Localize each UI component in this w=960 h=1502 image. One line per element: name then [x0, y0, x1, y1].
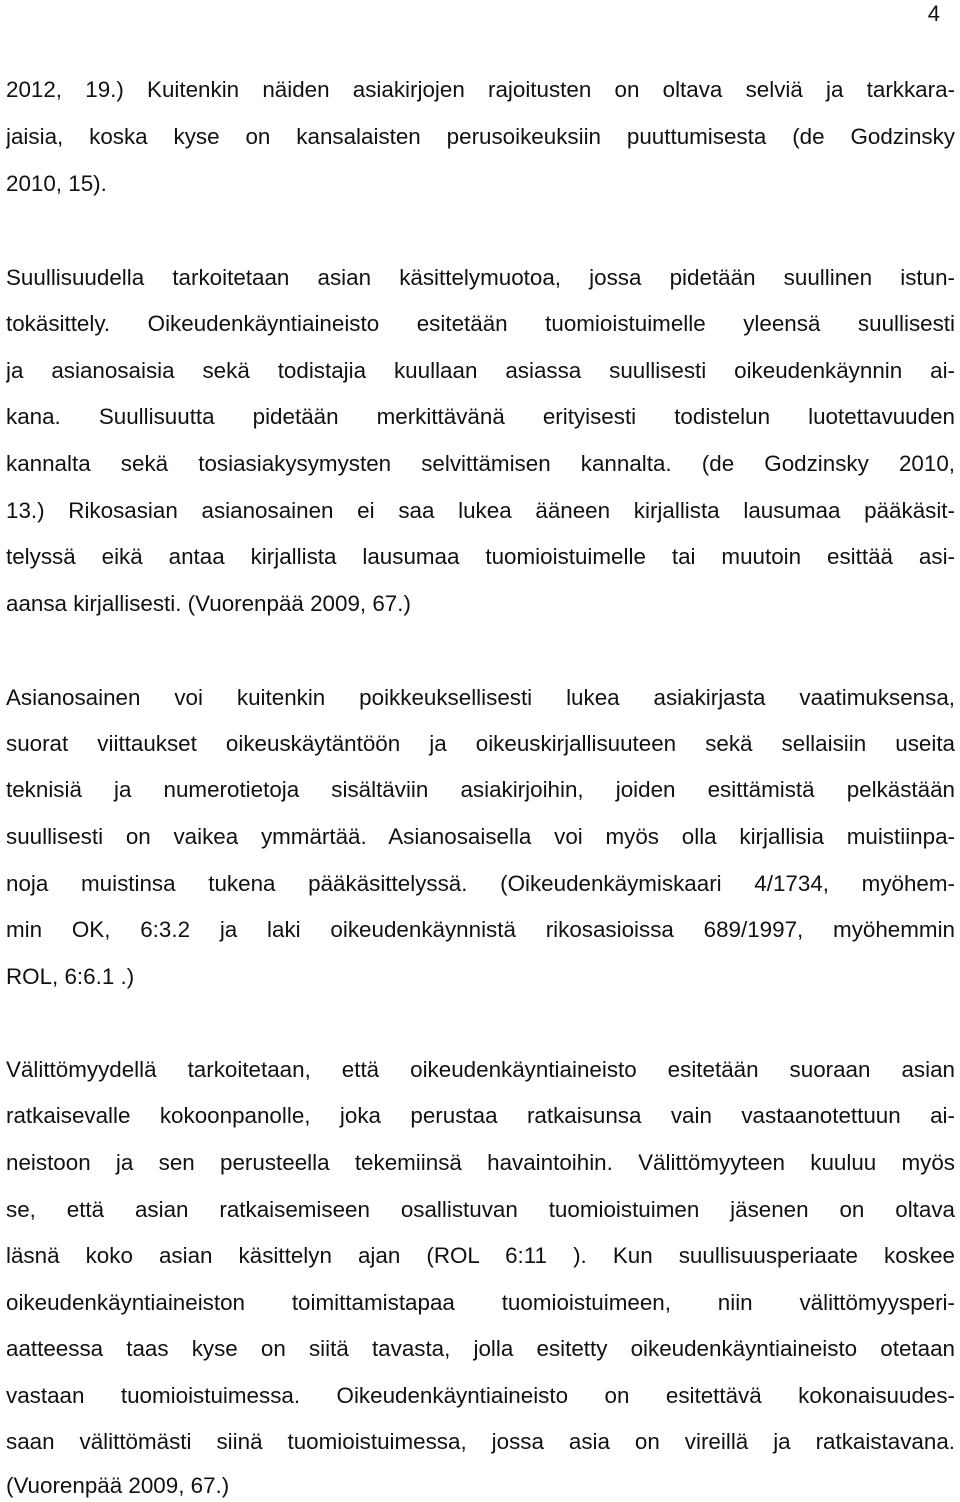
text-line: Asianosainen voi kuitenkin poikkeuksellisesti lukea asiakirjasta vaatimuksensa, — [6, 685, 955, 710]
text-line: 2012, 19.) Kuitenkin näiden asiakirjojen rajoitusten on oltava selviä ja tarkkara- — [6, 77, 955, 102]
text-line: jaisia, koska kyse on kansalaisten perusoikeuksiin puuttumisesta (de Godzinsky — [6, 124, 955, 149]
text-line: aansa kirjallisesti. (Vuorenpää 2009, 67.) — [6, 591, 411, 616]
text-line: kannalta sekä tosiasiakysymysten selvittämisen kannalta. (de Godzinsky 2010, — [6, 451, 955, 476]
text-line: aatteessa taas kyse on siitä tavasta, jolla esitetty oikeudenkäyntiaineisto otetaan — [6, 1336, 955, 1361]
text-line: läsnä koko asian käsittelyn ajan (ROL 6:11 ). Kun suullisuusperiaate koskee — [6, 1243, 955, 1268]
text-line: kana. Suullisuutta pidetään merkittävänä erityisesti todistelun luotettavuuden — [6, 404, 955, 429]
text-line: 13.) Rikosasian asianosainen ei saa lukea ääneen kirjallista lausumaa pääkäsit- — [6, 498, 955, 523]
text-line: noja muistinsa tukena pääkäsittelyssä. (Oikeudenkäymiskaari 4/1734, myöhem- — [6, 871, 955, 896]
text-line: se, että asian ratkaisemiseen osallistuvan tuomioistuimen jäsenen on oltava — [6, 1197, 955, 1222]
text-line: ratkaisevalle kokoonpanolle, joka perustaa ratkaisunsa vain vastaanotettuun ai- — [6, 1103, 955, 1128]
text-line: ja asianosaisia sekä todistajia kuullaan asiassa suullisesti oikeudenkäynnin ai- — [6, 358, 955, 383]
page-number: 4 — [927, 1, 940, 26]
text-line: vastaan tuomioistuimessa. Oikeudenkäyntiaineisto on esitettävä kokonaisuudes- — [6, 1383, 955, 1408]
text-line: (Vuorenpää 2009, 67.) — [6, 1473, 230, 1498]
text-line: suorat viittaukset oikeuskäytäntöön ja oikeuskirjallisuuteen sekä sellaisiin useita — [6, 731, 955, 756]
text-line: telyssä eikä antaa kirjallista lausumaa tuomioistuimelle tai muutoin esittää asi- — [6, 544, 955, 569]
text-line: ROL, 6:6.1 .) — [6, 964, 135, 989]
text-line: min OK, 6:3.2 ja laki oikeudenkäynnistä rikosasioissa 689/1997, myöhemmin — [6, 917, 955, 942]
text-line: suullisesti on vaikea ymmärtää. Asianosaisella voi myös olla kirjallisia muistiinpa- — [6, 824, 955, 849]
text-line: saan välittömästi siinä tuomioistuimessa, jossa asia on vireillä ja ratkaistavana. — [6, 1429, 955, 1454]
text-line: neistoon ja sen perusteella tekemiinsä havaintoihin. Välittömyyteen kuuluu myös — [6, 1150, 955, 1175]
text-line: teknisiä ja numerotietoja sisältäviin asiakirjoihin, joiden esittämistä pelkästään — [6, 777, 955, 802]
text-line: 2010, 15). — [6, 171, 107, 196]
text-line: tokäsittely. Oikeudenkäyntiaineisto esitetään tuomioistuimelle yleensä suullisesti — [6, 311, 955, 336]
text-line: Välittömyydellä tarkoitetaan, että oikeudenkäyntiaineisto esitetään suoraan asian — [6, 1057, 955, 1082]
text-line: Suullisuudella tarkoitetaan asian käsittelymuotoa, jossa pidetään suullinen istun- — [6, 265, 955, 290]
text-line: oikeudenkäyntiaineiston toimittamistapaa tuomioistuimeen, niin välittömyysperi- — [6, 1290, 955, 1315]
